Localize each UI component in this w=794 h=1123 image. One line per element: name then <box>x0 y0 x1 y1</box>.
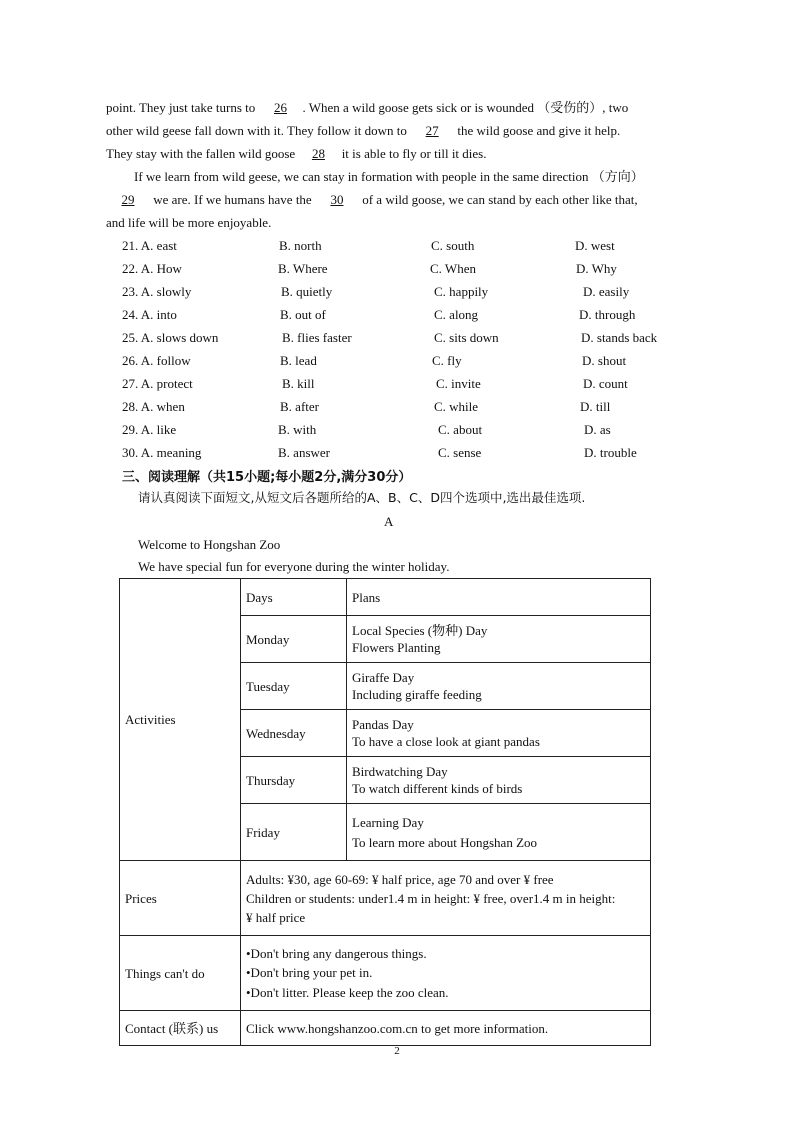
option-b: B. out of <box>280 307 326 322</box>
passage-line <box>106 192 638 208</box>
option-a: 28. A. when <box>122 399 185 414</box>
option-c: C. fly <box>432 353 462 368</box>
option-b: B. north <box>279 238 322 253</box>
passage-text: . When a wild goose gets sick or is wounded （受伤的）, two <box>302 100 629 115</box>
option-c: C. south <box>431 238 475 253</box>
activities-label: Activities <box>120 579 241 861</box>
rules-row <box>120 936 651 1011</box>
option-a: 23. A. slowly <box>122 284 192 299</box>
zoo-info-table <box>119 578 651 1046</box>
plan-cell <box>347 616 651 663</box>
plan-title: Birdwatching Day <box>352 764 448 779</box>
day-cell: Thursday <box>241 757 347 804</box>
header-days: Days <box>241 579 347 616</box>
option-a: 25. A. slows down <box>122 330 219 345</box>
option-c: C. sits down <box>434 330 499 345</box>
blank-29: 29 <box>121 192 135 207</box>
passage-text: point. They just take turns to <box>106 100 259 115</box>
option-b: B. kill <box>282 376 315 391</box>
price-adults: Adults: ¥30, age 60-69: ¥ half price, age 70 and over ¥ free <box>246 871 554 887</box>
plan-detail: Flowers Planting <box>352 640 441 655</box>
passage-text: it is able to fly or till it dies. <box>338 146 487 161</box>
option-d: D. shout <box>582 353 627 368</box>
option-c: C. When <box>430 261 476 276</box>
page-number: 2 <box>394 1045 400 1057</box>
option-b: B. Where <box>278 261 328 276</box>
plan-detail: Including giraffe feeding <box>352 687 482 702</box>
option-b: B. lead <box>280 353 317 368</box>
rule-item: •Don't bring your pet in. <box>246 965 373 981</box>
blank-30: 30 <box>330 192 344 207</box>
plan-cell <box>347 710 651 757</box>
contact-cell: Click www.hongshanzoo.com.cn to get more information. <box>241 1011 651 1046</box>
option-a: 21. A. east <box>122 238 177 253</box>
plan-detail: To learn more about Hongshan Zoo <box>352 834 538 850</box>
option-c: C. while <box>434 399 479 414</box>
option-b: B. with <box>278 422 317 437</box>
option-c: C. along <box>434 307 479 322</box>
passage-line <box>106 123 620 139</box>
plan-cell <box>347 804 651 861</box>
day-cell: Tuesday <box>241 663 347 710</box>
price-children-cont: ¥ half price <box>246 909 306 925</box>
option-a: 24. A. into <box>122 307 177 322</box>
passage-text: other wild geese fall down with it. They follow it down to <box>106 123 411 138</box>
option-a: 22. A. How <box>122 261 182 276</box>
option-d: D. easily <box>583 284 630 299</box>
passage-text: we are. If we humans have the <box>150 192 315 207</box>
option-b: B. flies faster <box>282 330 352 345</box>
zoo-intro: We have special fun for everyone during the winter holiday. <box>138 559 450 574</box>
rule-item: •Don't bring any dangerous things. <box>246 945 427 961</box>
option-c: C. sense <box>438 445 482 460</box>
option-d: D. as <box>584 422 611 437</box>
blank-27: 27 <box>425 123 439 138</box>
option-a: 26. A. follow <box>122 353 191 368</box>
passage-line <box>106 100 628 116</box>
option-b: B. after <box>280 399 319 414</box>
plan-cell <box>347 757 651 804</box>
plan-title: Learning Day <box>352 814 424 830</box>
rule-item: •Don't litter. Please keep the zoo clean. <box>246 984 449 1000</box>
rules-label: Things can't do <box>120 936 241 1011</box>
option-a: 27. A. protect <box>122 376 193 391</box>
contact-row <box>120 1011 651 1046</box>
plan-title: Giraffe Day <box>352 670 415 685</box>
option-a: 30. A. meaning <box>122 445 202 460</box>
prices-cell <box>241 861 651 936</box>
plan-cell <box>347 663 651 710</box>
plan-title: Pandas Day <box>352 717 414 732</box>
prices-row <box>120 861 651 936</box>
section-title: 三、阅读理解（共15小题;每小题2分,满分30分） <box>122 470 412 485</box>
option-d: D. Why <box>576 261 617 276</box>
zoo-welcome: Welcome to Hongshan Zoo <box>138 537 281 552</box>
option-d: D. through <box>579 307 636 322</box>
option-a: 29. A. like <box>122 422 177 437</box>
option-c: C. invite <box>436 376 481 391</box>
plan-detail: To have a close look at giant pandas <box>352 734 540 749</box>
section-instruction: 请认真阅读下面短文,从短文后各题所给的A、B、C、D四个选项中,选出最佳选项. <box>138 490 586 505</box>
day-cell: Friday <box>241 804 347 861</box>
passage-text: the wild goose and give it help. <box>454 123 621 138</box>
option-b: B. quietly <box>281 284 333 299</box>
passage-text: If we learn from wild geese, we can stay in formation with people in the same direction （方向） <box>134 169 644 184</box>
rules-cell <box>241 936 651 1011</box>
passage-text: of a wild goose, we can stand by each other like that, <box>358 192 638 207</box>
option-d: D. west <box>575 238 615 253</box>
passage-line <box>106 146 486 162</box>
day-cell: Monday <box>241 616 347 663</box>
option-b: B. answer <box>278 445 330 460</box>
option-d: D. trouble <box>584 445 637 460</box>
plan-detail: To watch different kinds of birds <box>352 781 523 796</box>
blank-26: 26 <box>274 100 287 115</box>
price-children: Children or students: under1.4 m in height: ¥ free, over1.4 m in height: <box>246 890 616 906</box>
passage-line <box>134 169 644 185</box>
passage-text: and life will be more enjoyable. <box>106 215 272 230</box>
option-d: D. stands back <box>581 330 658 345</box>
passage-text: They stay with the fallen wild goose <box>106 146 299 161</box>
day-cell: Wednesday <box>241 710 347 757</box>
option-c: C. about <box>438 422 483 437</box>
prices-label: Prices <box>120 861 241 936</box>
option-d: D. till <box>580 399 611 414</box>
passage-letter: A <box>384 514 394 529</box>
header-plans: Plans <box>347 579 651 616</box>
passage-line <box>106 215 271 231</box>
blank-28: 28 <box>311 146 325 161</box>
option-c: C. happily <box>434 284 489 299</box>
plan-title: Local Species (物种) Day <box>352 623 488 638</box>
contact-label: Contact (联系) us <box>120 1011 241 1046</box>
option-d: D. count <box>583 376 628 391</box>
